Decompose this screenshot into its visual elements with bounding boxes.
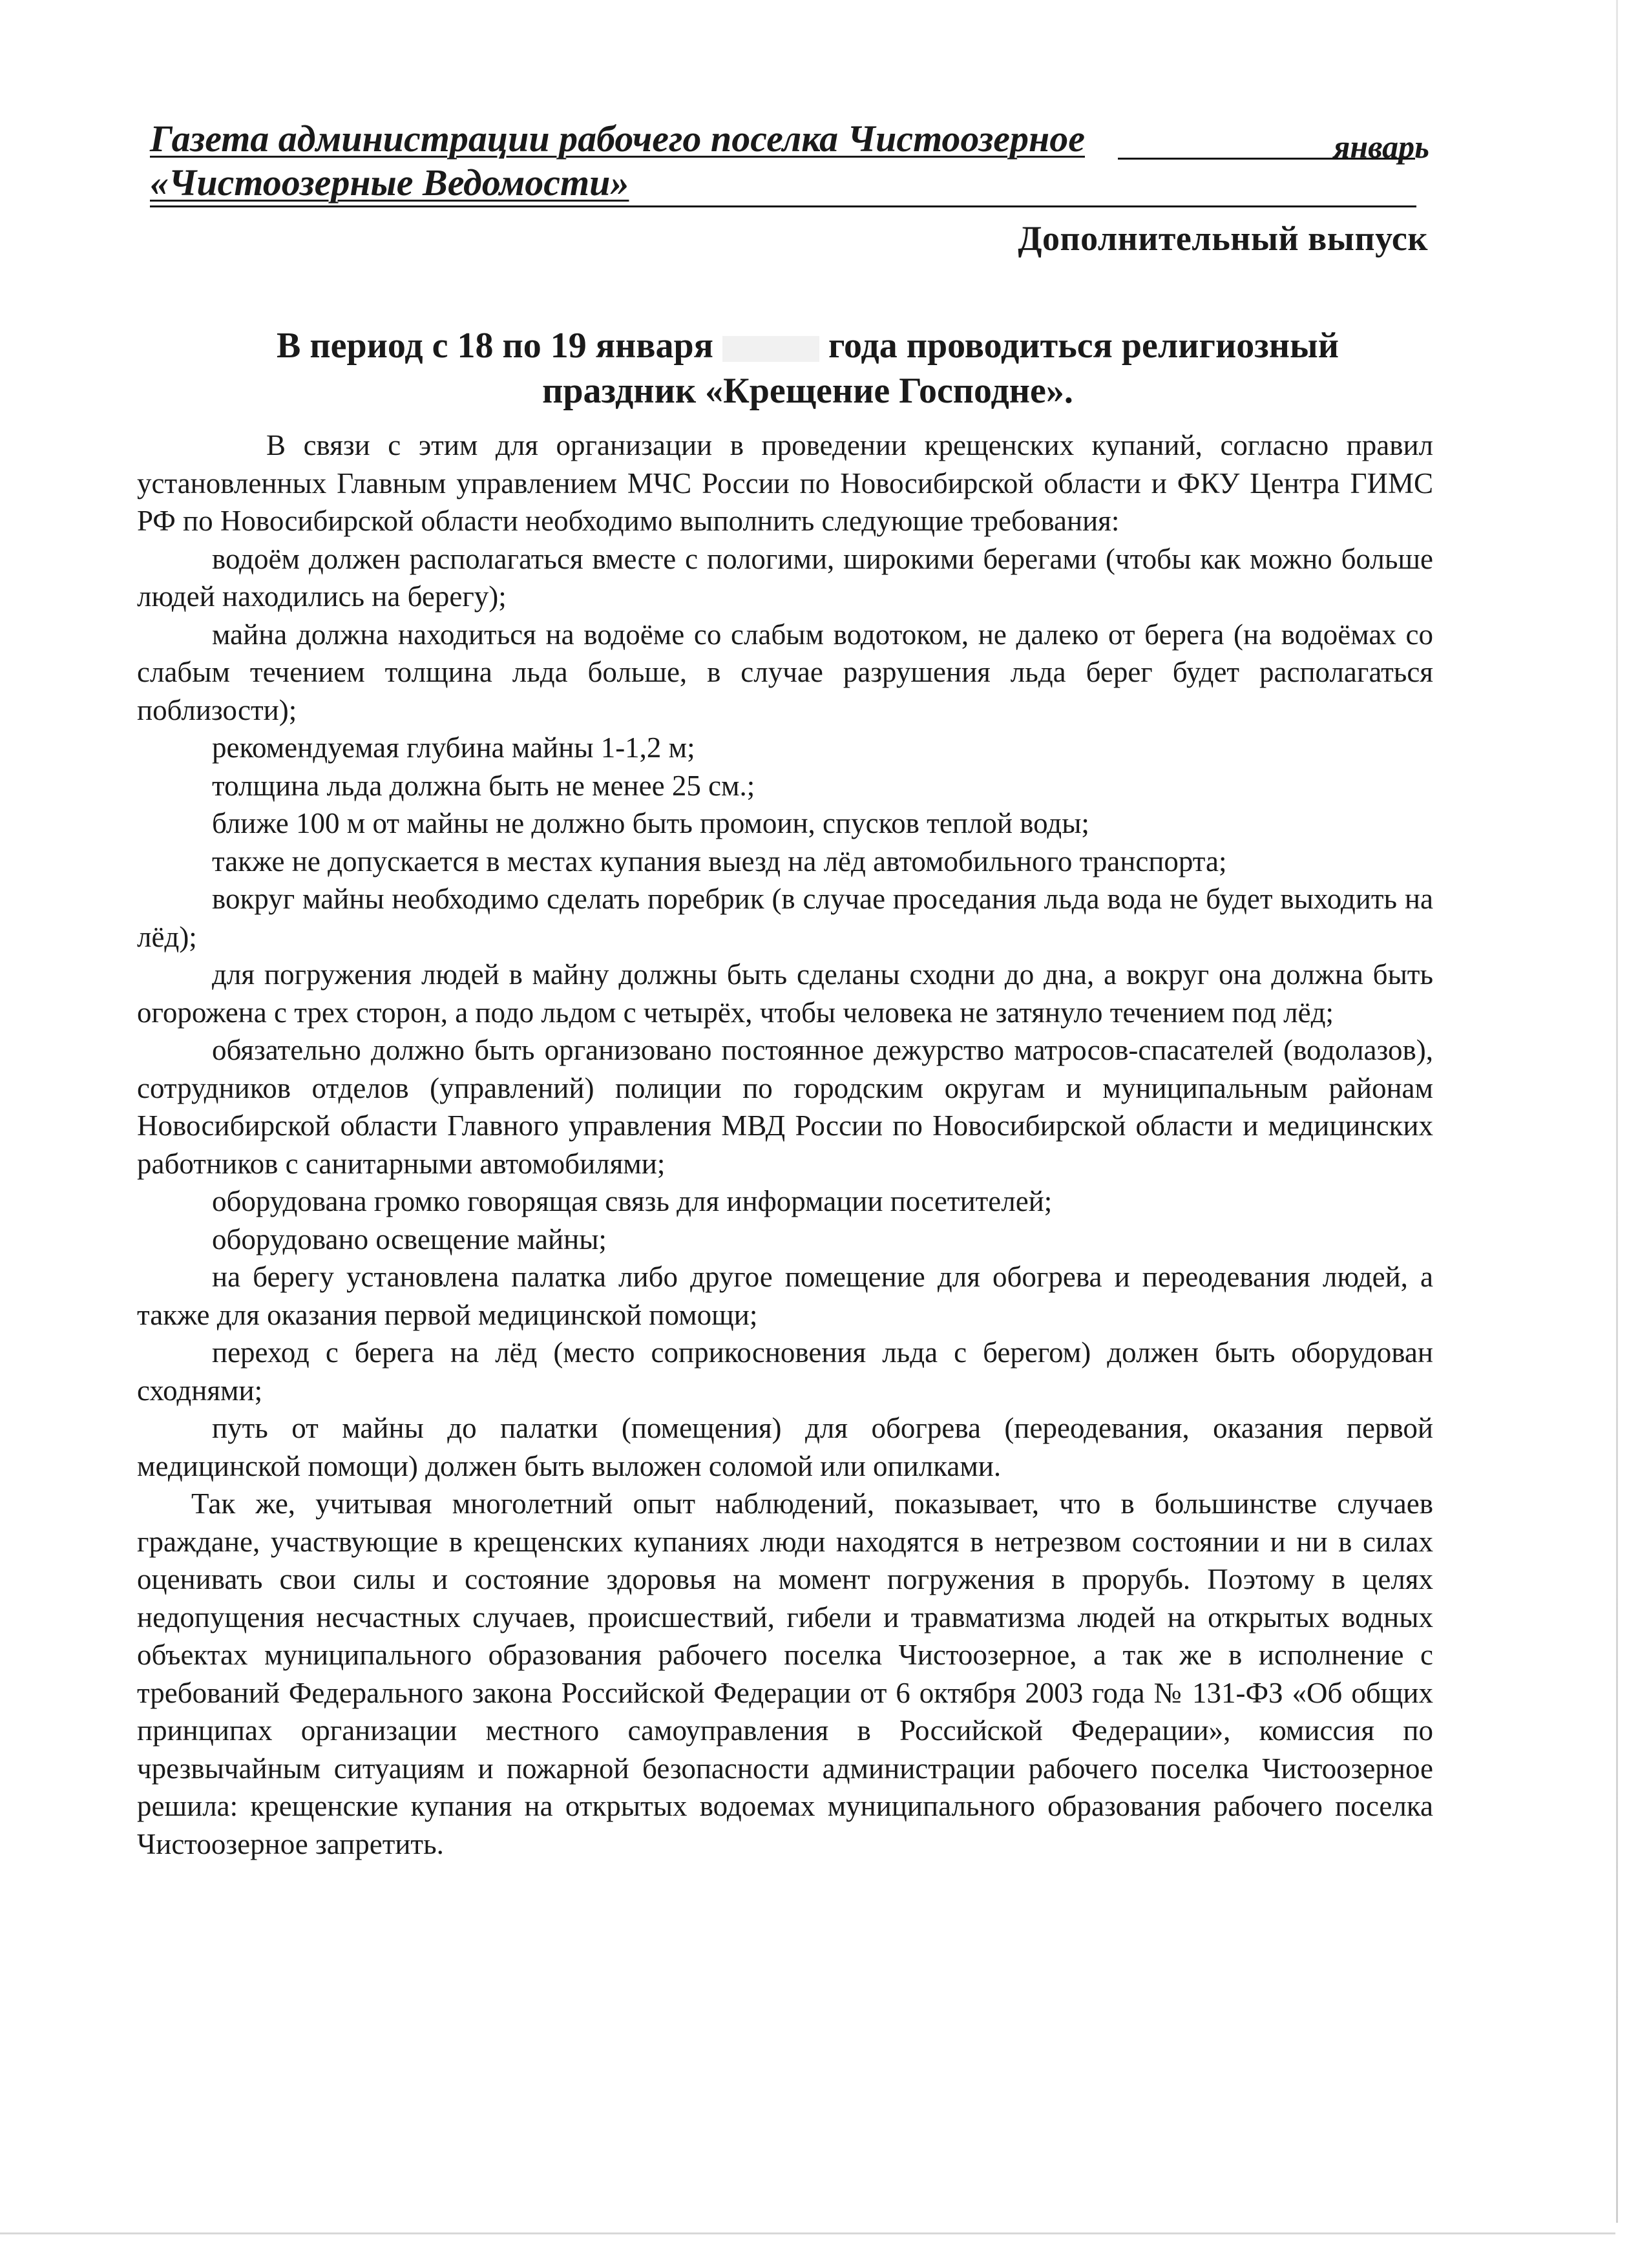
article-body	[137, 426, 1433, 1863]
requirement-item: ближе 100 м от майны не должно быть промоин, спусков теплой воды;	[212, 807, 1089, 839]
requirement-item: оборудовано освещение майны;	[212, 1223, 607, 1255]
intro-paragraph: В связи с этим для организации в проведении крещенских купаний, согласно правил установленных Главным управлением МЧС России по Новосибирской области и ФКУ Центра ГИМС РФ по Новосибирской области необходимо выполнить следующие требования:	[137, 429, 1433, 537]
headline-part-3: праздник «Крещение Господне».	[542, 371, 1073, 411]
requirement-item: вокруг майны необходимо сделать поребрик (в случае проседания льда вода не будет выходить на лёд);	[137, 883, 1433, 953]
newspaper-title: «Чистоозерные Ведомости»	[150, 162, 629, 204]
article-headline	[194, 323, 1422, 414]
requirement-item: майна должна находиться на водоёме со слабым водотоком, не далеко от берега (на водоёмах со слабым течением толщина льда больше, в случае разрушения льда берег будет располагаться поблизости);	[137, 618, 1433, 726]
requirement-item: также не допускается в местах купания выезд на лёд автомобильного транспорта;	[212, 845, 1227, 877]
scan-edge-right	[1616, 0, 1618, 2223]
requirement-item: путь от майны до палатки (помещения) для обогрева (переодевания, оказания первой медицинской помощи) должен быть выложен соломой или опилками.	[137, 1412, 1433, 1482]
masthead-rule-long	[150, 205, 1416, 207]
requirement-item: для погружения людей в майну должны быть сделаны сходни до дна, а вокруг она должна быть огорожена с трех сторон, а подо льдом с четырёх, чтобы человека не затянуло течением под лёд;	[137, 958, 1433, 1029]
requirement-item: переход с берега на лёд (место соприкосновения льда с берегом) должен быть оборудован сходнями;	[137, 1336, 1433, 1407]
issue-month: январь	[1333, 129, 1429, 165]
redacted-year	[722, 336, 819, 362]
newspaper-publisher: Газета администрации рабочего поселка Чистоозерное	[150, 118, 1085, 160]
headline-part-2: года проводиться религиозный	[828, 326, 1339, 366]
requirement-item: толщина льда должна быть не менее 25 см.;	[212, 769, 755, 802]
headline-part-1: В период с 18 по 19 января	[277, 326, 713, 366]
requirement-item: обязательно должно быть организовано постоянное дежурство матросов-спасателей (водолазов), сотрудников отделов (управлений) полиции по городским округам и муниципальным районам Новосибирской области Главного управления МВД России по Новосибирской области и медицинских работников с санитарными автомобилями;	[137, 1034, 1433, 1180]
requirement-item: водоём должен располагаться вместе с пологими, широкими берегами (чтобы как можно больше людей находились на берегу);	[137, 542, 1433, 613]
scan-edge-bottom	[0, 2232, 1615, 2234]
masthead	[150, 118, 1429, 204]
issue-label: Дополнительный выпуск	[1018, 219, 1428, 258]
requirement-item: рекомендуемая глубина майны 1-1,2 м;	[212, 731, 695, 764]
requirement-item: оборудована громко говорящая связь для информации посетителей;	[212, 1185, 1053, 1217]
conclusion-paragraph: Так же, учитывая многолетний опыт наблюдений, показывает, что в большинстве случаев граждане, участвующие в крещенских купаниях люди находятся в нетрезвом состоянии и ни в силах оценивать свои силы и состояние здоровья на момент погружения в прорубь. Поэтому в целях недопущения несчастных случаев, происшествий, гибели и травматизма людей на открытых водных объектах муниципального образования рабочего поселка Чистоозерное, а так же в исполнение с требований Федерального закона Российской Федерации от 6 октября 2003 года № 131-ФЗ «Об общих принципах организации местного самоуправления в Российской Федерации», комиссия по чрезвычайным ситуациям и пожарной безопасности администрации рабочего поселка Чистоозерное решила: крещенские купания на открытых водоемах муниципального образования рабочего поселка Чистоозерное запретить.	[137, 1487, 1433, 1860]
requirement-item: на берегу установлена палатка либо другое помещение для обогрева и переодевания людей, а также для оказания первой медицинской помощи;	[137, 1261, 1433, 1331]
